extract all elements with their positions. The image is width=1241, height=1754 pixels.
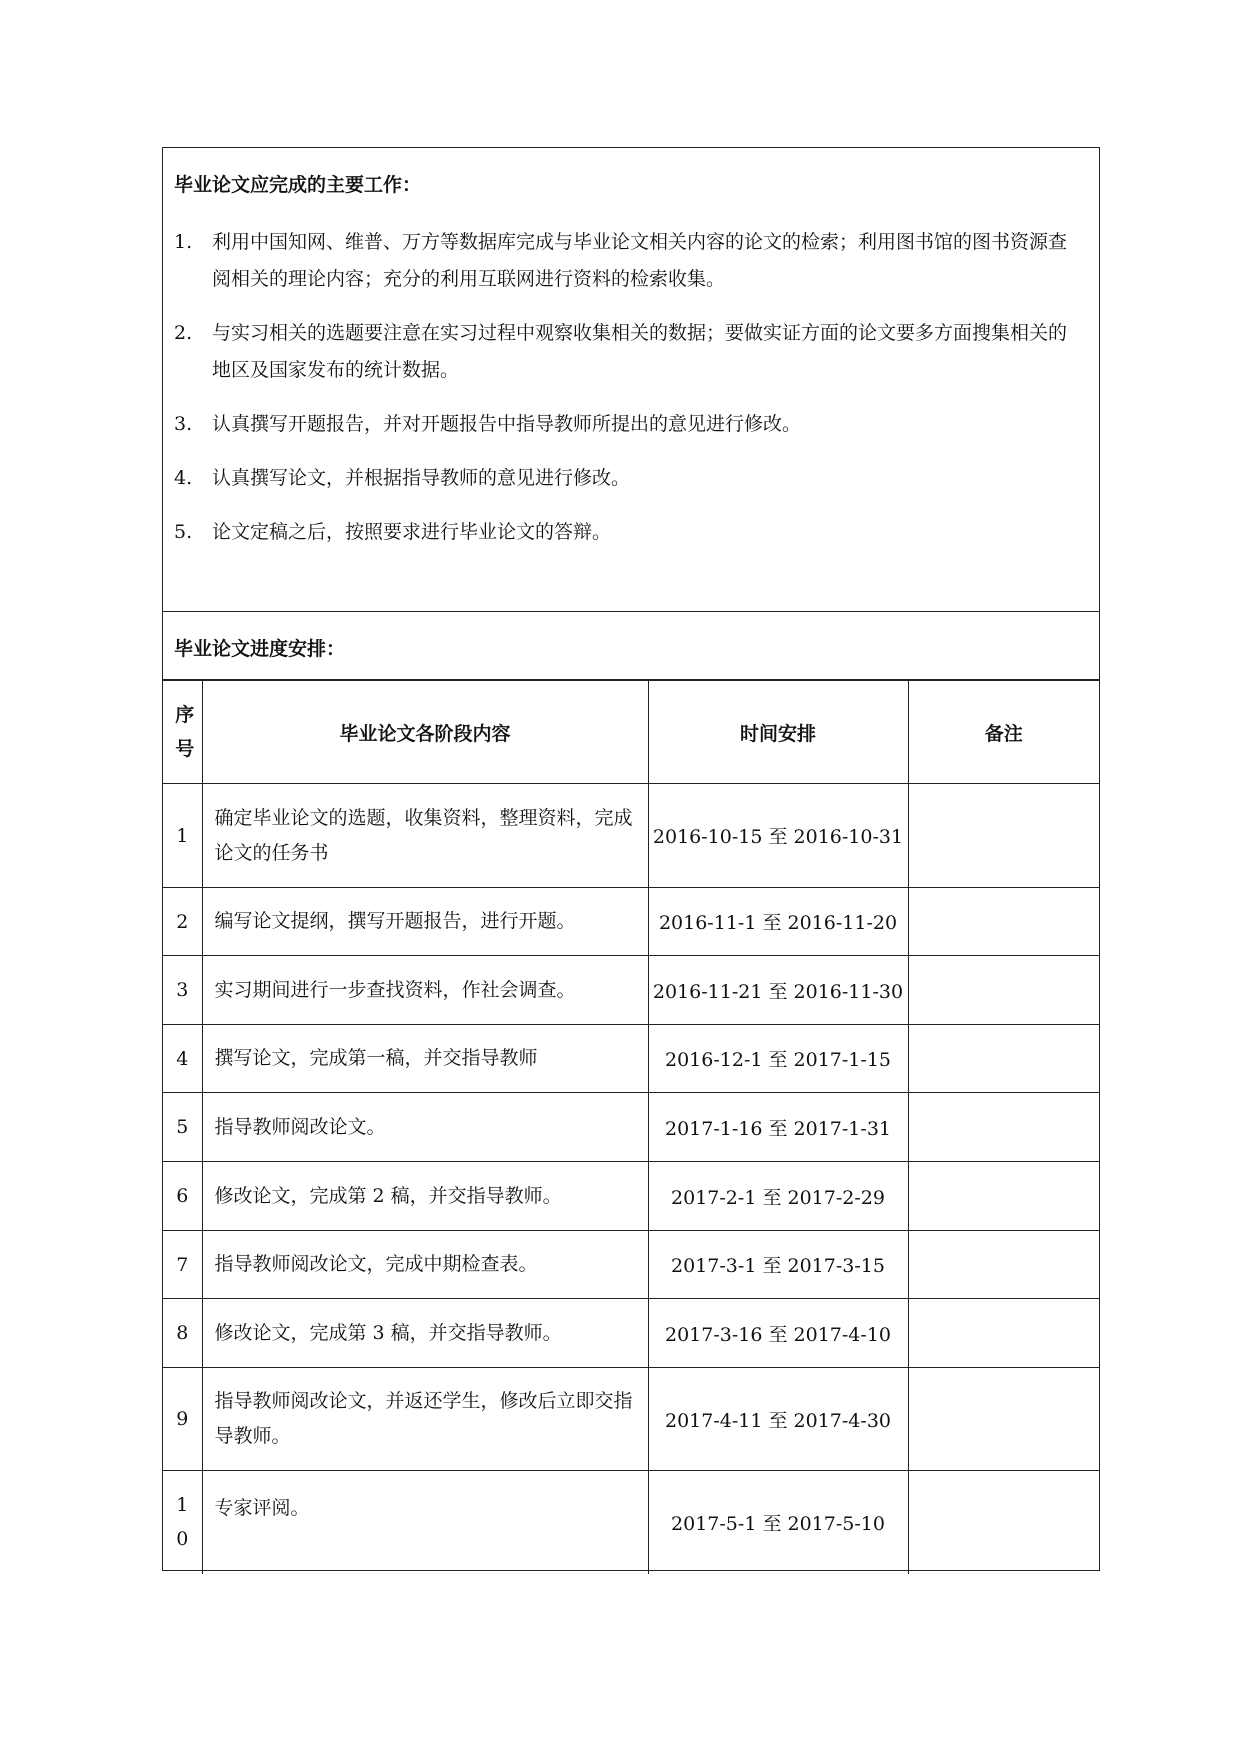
work-item-number: 1. bbox=[174, 231, 193, 253]
row-number: 8 bbox=[163, 1299, 202, 1368]
main-work-heading: 毕业论文应完成的主要工作： bbox=[174, 174, 422, 196]
work-item-text: 论文定稿之后，按照要求进行毕业论文的答辩。 bbox=[212, 521, 612, 543]
table-row bbox=[163, 956, 1099, 1025]
table-row bbox=[163, 888, 1099, 956]
schedule-heading-row bbox=[163, 612, 1099, 680]
schedule-header-row bbox=[163, 681, 1099, 784]
row-note bbox=[908, 1025, 1099, 1093]
work-item-text: 利用中国知网、维普、万方等数据库完成与毕业论文相关内容的论文的检索；利用图书馆的图书资源查阅相关的理论内容；充分的利用互联网进行资料的检索收集。 bbox=[212, 231, 1068, 290]
row-content: 撰写论文，完成第一稿，并交指导教师 bbox=[202, 1025, 648, 1093]
row-note bbox=[908, 1093, 1099, 1162]
row-note bbox=[908, 784, 1099, 888]
row-number: 4 bbox=[163, 1025, 202, 1093]
row-time: 2017-4-11 至 2017-4-30 bbox=[648, 1368, 908, 1471]
work-item-text: 认真撰写开题报告，并对开题报告中指导教师所提出的意见进行修改。 bbox=[212, 413, 802, 435]
row-note bbox=[908, 1299, 1099, 1368]
main-work-list bbox=[174, 224, 1084, 568]
work-item-number: 5. bbox=[174, 521, 193, 543]
row-content: 修改论文，完成第 3 稿，并交指导教师。 bbox=[202, 1299, 648, 1368]
row-content: 确定毕业论文的选题，收集资料，整理资料，完成论文的任务书 bbox=[202, 784, 648, 888]
row-time: 2016-12-1 至 2017-1-15 bbox=[648, 1025, 908, 1093]
table-row bbox=[163, 1162, 1099, 1231]
row-content: 指导教师阅改论文，完成中期检查表。 bbox=[202, 1231, 648, 1299]
work-item-5 bbox=[174, 514, 1084, 551]
work-item-number: 3. bbox=[174, 413, 193, 435]
table-row bbox=[163, 784, 1099, 888]
table-row bbox=[163, 1025, 1099, 1093]
work-item-number: 4. bbox=[174, 467, 193, 489]
work-item-text: 认真撰写论文，并根据指导教师的意见进行修改。 bbox=[212, 467, 631, 489]
column-header-no: 序号 bbox=[163, 681, 202, 784]
row-number: 5 bbox=[163, 1093, 202, 1162]
work-item-3 bbox=[174, 406, 1084, 443]
table-row bbox=[163, 1368, 1099, 1471]
table-row bbox=[163, 1471, 1099, 1574]
row-time: 2017-3-16 至 2017-4-10 bbox=[648, 1299, 908, 1368]
column-header-content: 毕业论文各阶段内容 bbox=[202, 681, 648, 784]
row-note bbox=[908, 956, 1099, 1025]
column-header-note: 备注 bbox=[908, 681, 1099, 784]
row-time: 2017-2-1 至 2017-2-29 bbox=[648, 1162, 908, 1231]
work-item-text: 与实习相关的选题要注意在实习过程中观察收集相关的数据；要做实证方面的论文要多方面搜集相关的地区及国家发布的统计数据。 bbox=[212, 322, 1068, 381]
row-number: 6 bbox=[163, 1162, 202, 1231]
table-row bbox=[163, 1093, 1099, 1162]
row-time: 2016-11-21 至 2016-11-30 bbox=[648, 956, 908, 1025]
schedule-table bbox=[163, 680, 1099, 1574]
schedule-heading: 毕业论文进度安排： bbox=[174, 638, 346, 660]
main-work-section bbox=[163, 148, 1099, 612]
row-number: 9 bbox=[163, 1368, 202, 1471]
row-content: 指导教师阅改论文。 bbox=[202, 1093, 648, 1162]
row-number: 2 bbox=[163, 888, 202, 956]
work-item-2 bbox=[174, 315, 1084, 389]
row-time: 2017-5-1 至 2017-5-10 bbox=[648, 1471, 908, 1574]
task-document-frame bbox=[162, 147, 1100, 1571]
row-content: 指导教师阅改论文，并返还学生，修改后立即交指导教师。 bbox=[202, 1368, 648, 1471]
row-number: 10 bbox=[163, 1471, 202, 1574]
table-row bbox=[163, 1299, 1099, 1368]
row-time: 2016-11-1 至 2016-11-20 bbox=[648, 888, 908, 956]
column-header-time: 时间安排 bbox=[648, 681, 908, 784]
row-note bbox=[908, 1471, 1099, 1574]
row-note bbox=[908, 888, 1099, 956]
row-time: 2016-10-15 至 2016-10-31 bbox=[648, 784, 908, 888]
row-content: 修改论文，完成第 2 稿，并交指导教师。 bbox=[202, 1162, 648, 1231]
row-content: 实习期间进行一步查找资料，作社会调查。 bbox=[202, 956, 648, 1025]
row-content: 专家评阅。 bbox=[202, 1471, 648, 1574]
row-number: 7 bbox=[163, 1231, 202, 1299]
row-content: 编写论文提纲，撰写开题报告，进行开题。 bbox=[202, 888, 648, 956]
row-number: 3 bbox=[163, 956, 202, 1025]
row-time: 2017-1-16 至 2017-1-31 bbox=[648, 1093, 908, 1162]
row-time: 2017-3-1 至 2017-3-15 bbox=[648, 1231, 908, 1299]
work-item-4 bbox=[174, 460, 1084, 497]
row-note bbox=[908, 1368, 1099, 1471]
table-row bbox=[163, 1231, 1099, 1299]
row-note bbox=[908, 1231, 1099, 1299]
work-item-number: 2. bbox=[174, 322, 193, 344]
work-item-1 bbox=[174, 224, 1084, 298]
row-number: 1 bbox=[163, 784, 202, 888]
row-note bbox=[908, 1162, 1099, 1231]
